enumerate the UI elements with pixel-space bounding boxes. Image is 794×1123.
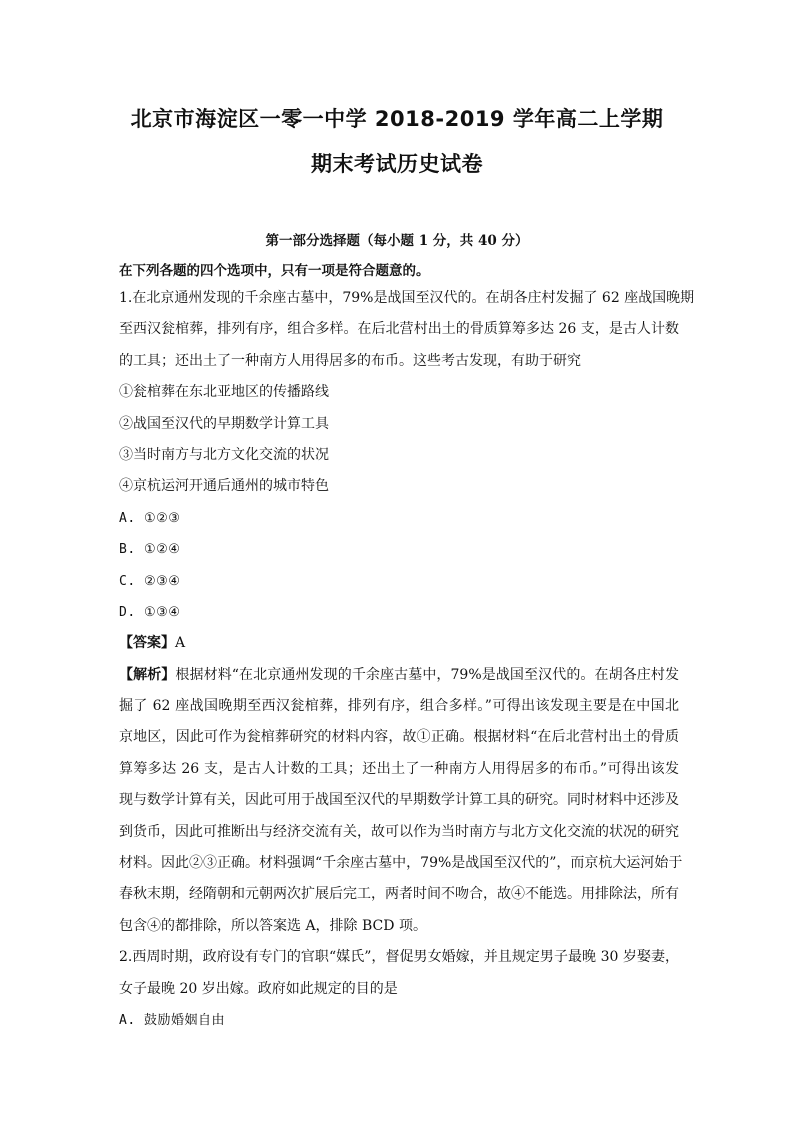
answer-label: 【答案】 [119, 635, 175, 652]
q2-stem-line: 女子最晚 20 岁出嫁。政府如此规定的目的是 [119, 980, 398, 997]
q1-stem-line: 的工具；还出土了一种南方人用得居多的布币。这些考古发现，有助于研究 [119, 352, 581, 369]
q1-analysis-line [119, 660, 679, 691]
q1-analysis-line: 包含④的都排除，所以答案选 A，排除 BCD 项。 [119, 917, 427, 934]
q1-stem-line: 至西汉瓮棺葬，排列有序，组合多样。在后北营村出土的骨质算筹多达 26 支，是古人计数 [119, 321, 679, 338]
q1-analysis-line: 算筹多达 26 支，是古人计数的工具；还出土了一种南方人用得居多的布币。”可得出该发 [119, 760, 679, 777]
analysis-label: 【解析】 [119, 666, 176, 683]
q1-stem-line: 1.在北京通州发现的千余座古墓中，79%是战国至汉代的。在胡各庄村发掘了 62 座战国晚期 [119, 290, 695, 306]
q1-option-b: B. ①②④ [119, 542, 181, 558]
q1-analysis-line: 京地区，因此可作为瓮棺葬研究的材料内容，故①正确。根据材料“在后北营村出土的骨质 [119, 729, 679, 746]
instruction-text: 在下列各题的四个选项中，只有一项是符合题意的。 [119, 263, 430, 279]
analysis-first-text: 根据材料“在北京通州发现的千余座古墓中，79%是战国至汉代的。在胡各庄村发 [175, 666, 680, 683]
q1-analysis-line: 到货币，因此可推断出与经济交流有关，故可以作为当时南方与北方文化交流的状况的研究 [119, 823, 679, 840]
questions-body [119, 283, 695, 1036]
answer-value: A [175, 635, 186, 652]
q1-item: ④京杭运河开通后通州的城市特色 [119, 478, 329, 495]
q2-option-a: A. 鼓励婚姻自由 [119, 1012, 225, 1028]
q1-option-d: D. ①③④ [119, 604, 181, 620]
q1-analysis-line: 现与数学计算有关，因此可用于战国至汉代的早期数学计算工具的研究。同时材料中还涉及 [119, 792, 679, 809]
q1-answer [119, 628, 679, 659]
q1-item: ①瓮棺葬在东北亚地区的传播路线 [119, 384, 329, 401]
q2-stem-line: 2.西周时期，政府设有专门的官职“媒氏”，督促男女婚嫁，并且规定男子最晚 30 岁娶妻， [119, 949, 679, 966]
q1-analysis-line: 春秋末期，经隋朝和元朝两次扩展后完工，两者时间不吻合，故④不能选。用排除法，所有 [119, 886, 679, 903]
exam-title-line1: 北京市海淀区一零一中学 2018-2019 学年高二上学期 [130, 107, 664, 131]
exam-title-line2: 期末考试历史试卷 [311, 152, 483, 176]
q1-analysis-line: 掘了 62 座战国晚期至西汉瓮棺葬，排列有序，组合多样。”可得出该发现主要是在中国北 [119, 698, 679, 715]
q1-item: ②战国至汉代的早期数学计算工具 [119, 415, 329, 432]
section-header: 第一部分选择题（每小题 1 分，共 40 分） [265, 233, 529, 249]
q1-option-a: A. ①②③ [119, 510, 181, 526]
q1-analysis-line: 材料。因此②③正确。材料强调“千余座古墓中，79%是战国至汉代的”，而京杭大运河始于 [119, 855, 683, 872]
q1-option-c: C. ②③④ [119, 573, 181, 589]
q1-item: ③当时南方与北方文化交流的状况 [119, 446, 329, 463]
